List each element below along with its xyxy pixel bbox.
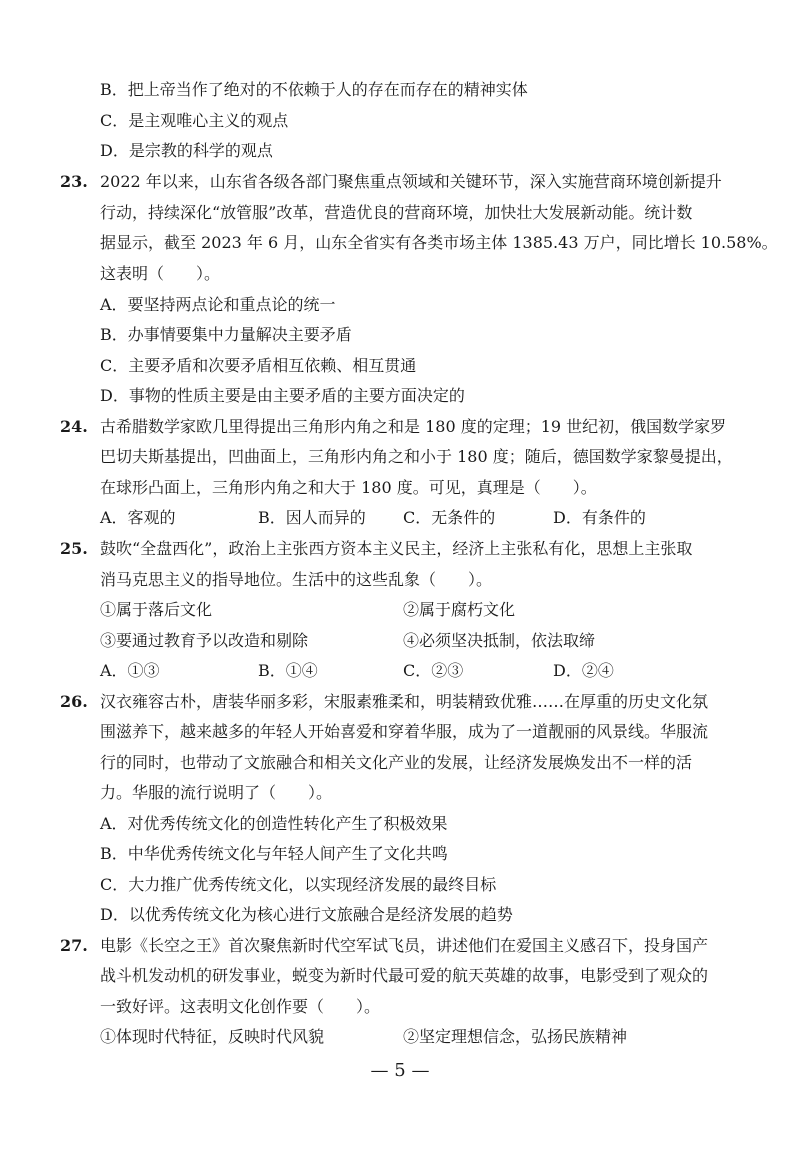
- q23-stem-line-2: 行动，持续深化“放管服”改革，营造优良的营商环境，加快壮大发展新动能。统计数: [100, 203, 693, 222]
- q25-stem-line-2: 消马克思主义的指导地位。生活中的这些乱象（ ）。: [100, 570, 493, 589]
- q26-option-c: C．大力推广优秀传统文化，以实现经济发展的最终目标: [100, 875, 497, 894]
- q25-items-row-2: [0, 631, 800, 651]
- q25-item-3: ③要通过教育予以改造和剔除: [100, 631, 309, 650]
- q24-option-a: A．客观的: [100, 508, 176, 527]
- prev-option-c: C．是主观唯心主义的观点: [100, 111, 289, 130]
- q26-option-a: A．对优秀传统文化的创造性转化产生了积极效果: [100, 814, 448, 833]
- q25-stem-line-1: 鼓吹“全盘西化”，政治上主张西方资本主义民主，经济上主张私有化，思想上主张取: [100, 539, 693, 558]
- q25-option-b: B．①④: [258, 661, 318, 680]
- q24-stem-line-1: 古希腊数学家欧几里得提出三角形内角之和是 180 度的定理；19 世纪初，俄国数学家罗: [100, 417, 727, 436]
- question-number-26: 26.: [60, 692, 88, 711]
- q25-item-2: ②属于腐朽文化: [403, 600, 516, 619]
- q27-stem-line-2: 战斗机发动机的研发事业，蜕变为新时代最可爱的航天英雄的故事，电影受到了观众的: [100, 966, 709, 985]
- q24-stem-line-3: 在球形凸面上，三角形内角之和大于 180 度。可见，真理是（ ）。: [100, 478, 597, 497]
- q25-item-4: ④必须坚决抵制，依法取缔: [403, 631, 596, 650]
- q23-option-c: C．主要矛盾和次要矛盾相互依赖、相互贯通: [100, 356, 417, 375]
- q27-stem-line-1: 电影《长空之王》首次聚焦新时代空军试飞员，讲述他们在爱国主义感召下，投身国产: [100, 936, 709, 955]
- q24-options-row: [0, 508, 800, 528]
- question-number-27: 27.: [60, 936, 88, 955]
- q24-stem-line-2: 巴切夫斯基提出，凹曲面上，三角形内角之和小于 180 度；随后，德国数学家黎曼提出，: [100, 447, 733, 466]
- q23-stem-line-4: 这表明（ ）。: [100, 264, 221, 283]
- prev-option-d: D．是宗教的科学的观点: [100, 141, 273, 160]
- q23-option-a: A．要坚持两点论和重点论的统一: [100, 295, 336, 314]
- question-number-25: 25.: [60, 539, 88, 558]
- q25-option-c: C．②③: [403, 661, 464, 680]
- page-number: — 5 —: [370, 1060, 430, 1081]
- q26-stem-line-1: 汉衣雍容古朴，唐装华丽多彩，宋服素雅柔和，明装精致优雅……在厚重的历史文化氛: [100, 692, 709, 711]
- q25-option-d: D．②④: [553, 661, 614, 680]
- q25-item-1: ①属于落后文化: [100, 600, 213, 619]
- q26-stem-line-3: 行的同时，也带动了文旅融合和相关文化产业的发展，让经济发展焕发出不一样的活: [100, 753, 693, 772]
- q23-option-b: B．办事情要集中力量解决主要矛盾: [100, 325, 352, 344]
- q27-items-row-1: [0, 1027, 800, 1047]
- question-number-23: 23.: [60, 172, 88, 191]
- q25-options-row: [0, 661, 800, 681]
- q26-stem-line-2: 围滋养下，越来越多的年轻人开始喜爱和穿着华服，成为了一道靓丽的风景线。华服流: [100, 722, 709, 741]
- q24-option-d: D．有条件的: [553, 508, 646, 527]
- q27-item-1: ①体现时代特征，反映时代风貌: [100, 1027, 325, 1046]
- q24-option-c: C．无条件的: [403, 508, 496, 527]
- q24-option-b: B．因人而异的: [258, 508, 366, 527]
- q26-option-d: D．以优秀传统文化为核心进行文旅融合是经济发展的趋势: [100, 905, 513, 924]
- prev-option-b: B．把上帝当作了绝对的不依赖于人的存在而存在的精神实体: [100, 80, 528, 99]
- q25-items-row-1: [0, 600, 800, 620]
- q23-option-d: D．事物的性质主要是由主要矛盾的主要方面决定的: [100, 386, 465, 405]
- question-number-24: 24.: [60, 417, 88, 436]
- q27-item-2: ②坚定理想信念，弘扬民族精神: [403, 1027, 628, 1046]
- q25-option-a: A．①③: [100, 661, 160, 680]
- q26-stem-line-4: 力。华服的流行说明了（ ）。: [100, 783, 333, 802]
- q26-option-b: B．中华优秀传统文化与年轻人间产生了文化共鸣: [100, 844, 448, 863]
- q27-stem-line-3: 一致好评。这表明文化创作要（ ）。: [100, 997, 381, 1016]
- q23-stem-line-1: 2022 年以来，山东省各级各部门聚焦重点领域和关键环节，深入实施营商环境创新提升: [100, 172, 722, 191]
- q23-stem-line-3: 据显示，截至 2023 年 6 月，山东全省实有各类市场主体 1385.43 万户，同比增长 10.58%。: [100, 233, 778, 252]
